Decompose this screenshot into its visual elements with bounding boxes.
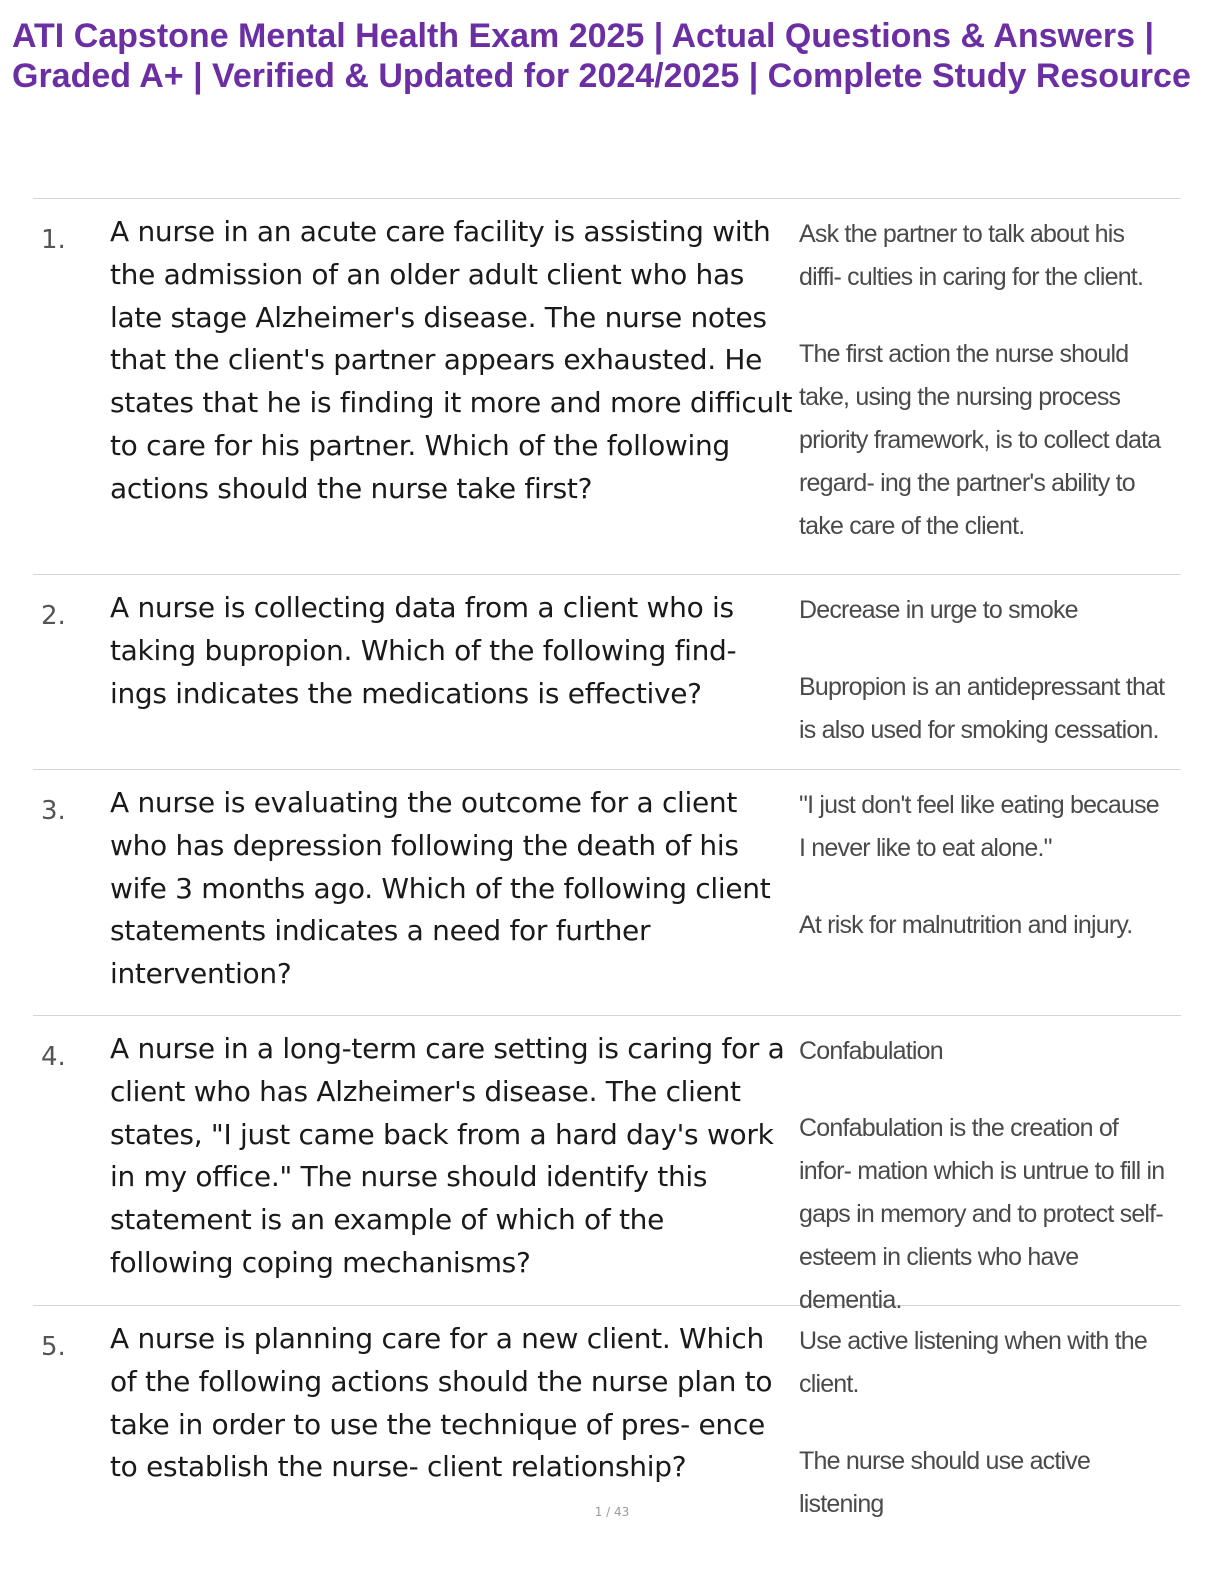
answer-cell	[799, 1030, 1171, 1322]
rationale-text: At risk for malnutrition and injury.	[799, 911, 1133, 939]
question-number: 2.	[41, 601, 66, 631]
answer-text: "I just don't feel like eating because I never like to eat alone."	[799, 791, 1159, 862]
question-text: A nurse in an acute care facility is assisting with the admission of an older adult client who has late stage Alzheimer's disease. The nurse notes that the client's partner appears exhausted. He states that he is finding it more and more difficult to care for his partner. Which of the following actions should the nurse take first?	[110, 215, 793, 505]
question-text: A nurse is evaluating the outcome for a client who has depression following the death of his wife 3 months ago. Which of the following client statements indicates a need for further intervention?	[110, 786, 771, 991]
rationale-text: The first action the nurse should take, using the nursing process priority framework, is to collect data regard- ing the partner's ability to take care of the client.	[799, 340, 1161, 540]
qa-row	[33, 1016, 1181, 1314]
answer-text: Confabulation	[799, 1037, 943, 1065]
answer-text: Use active listening when with the client.	[799, 1327, 1147, 1398]
answer-cell	[799, 1320, 1171, 1526]
qa-row	[33, 770, 1181, 1016]
rationale-text: Bupropion is an antidepressant that is also used for smoking cessation.	[799, 673, 1165, 744]
question-number: 3.	[41, 796, 66, 826]
qa-row	[33, 575, 1181, 770]
qa-row	[33, 199, 1181, 575]
rationale-text: The nurse should use active listening	[799, 1447, 1091, 1518]
answer-text: Decrease in urge to smoke	[799, 596, 1078, 624]
rationale-text: Confabulation is the creation of infor- mation which is untrue to fill in gaps in memory and to protect self-esteem in clients who have dementia.	[799, 1114, 1165, 1314]
answer-cell	[799, 589, 1171, 752]
answer-cell	[799, 784, 1171, 947]
page-indicator: 1 / 43	[594, 1505, 630, 1519]
question-number: 1.	[41, 225, 66, 255]
question-text: A nurse is collecting data from a client who is taking bupropion. Which of the following find- ings indicates the medications is effective?	[110, 591, 737, 710]
question-text: A nurse in a long-term care setting is caring for a client who has Alzheimer's disease. The client states, "I just came back from a hard day's work in my office." The nurse should identify this statement is an example of which of the following coping mechanisms?	[110, 1032, 785, 1279]
page-title: ATI Capstone Mental Health Exam 2025 | Actual Questions & Answers | Graded A+ | Verified & Updated for 2024/2025 | Complete Study Resource	[12, 17, 1191, 95]
question-number: 4.	[41, 1042, 66, 1072]
question-number: 5.	[41, 1332, 66, 1362]
answer-text: Ask the partner to talk about his diffi- culties in caring for the client.	[799, 220, 1144, 291]
question-text: A nurse is planning care for a new client. Which of the following actions should the nurse plan to take in order to use the technique of pres- ence to establish the nurse- client relationship?	[110, 1322, 773, 1484]
answer-cell	[799, 213, 1171, 548]
